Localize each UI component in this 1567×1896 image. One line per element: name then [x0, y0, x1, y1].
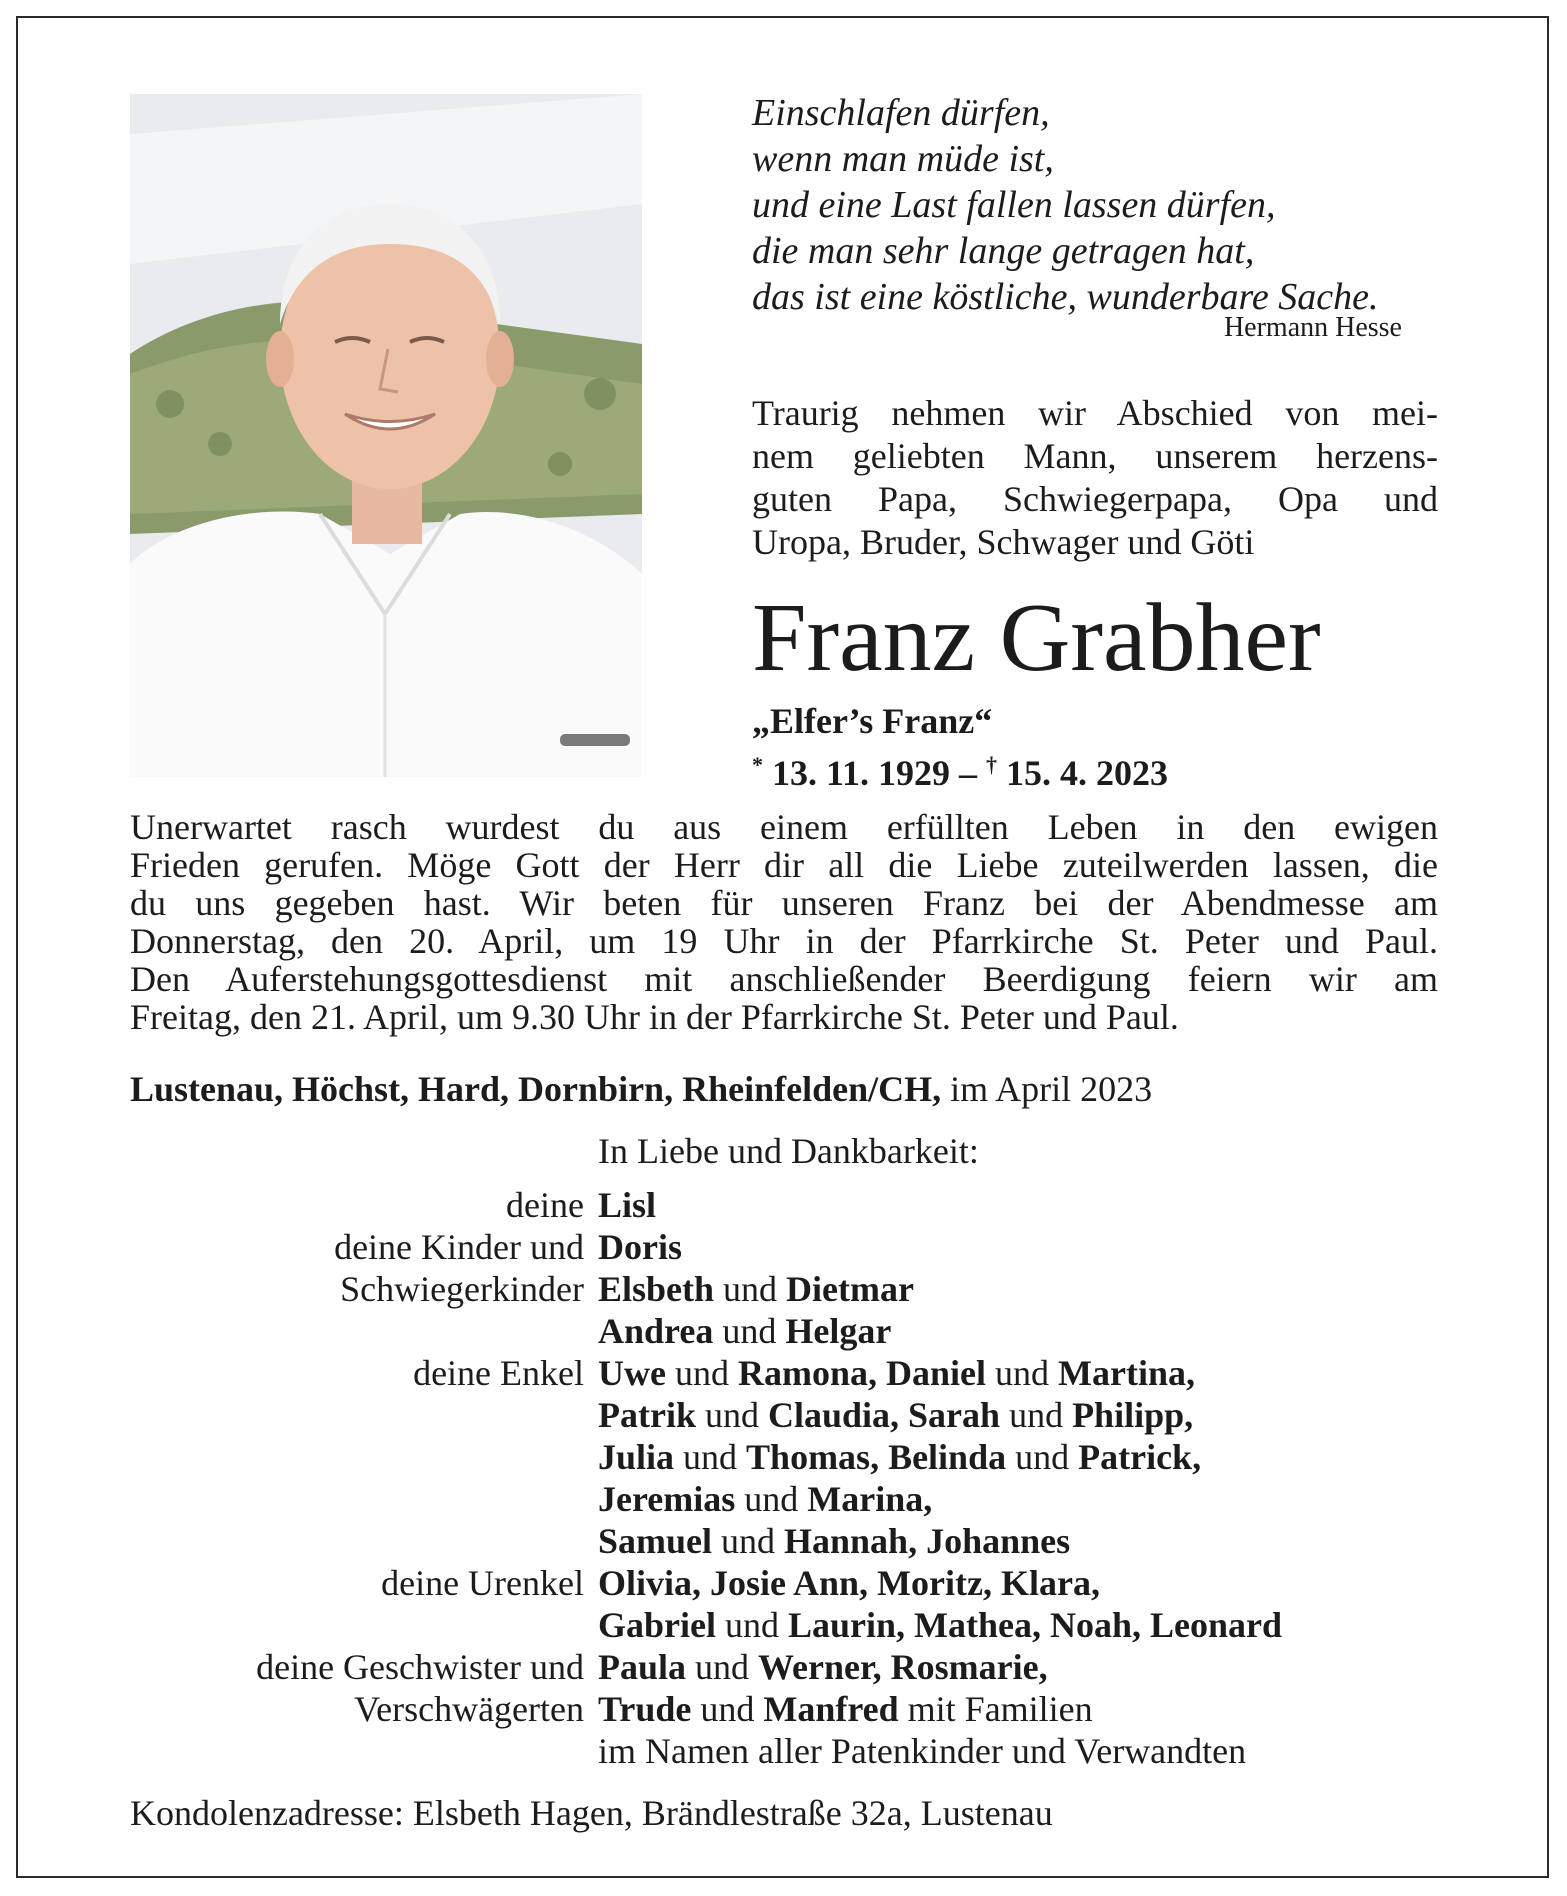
- family-name: Samuel: [598, 1521, 713, 1561]
- family-label: [130, 1436, 598, 1478]
- conjunction: und: [722, 1311, 777, 1351]
- family-name: Andrea: [598, 1311, 714, 1351]
- places-names: Lustenau, Höchst, Hard, Dornbirn, Rheinfelden/CH,: [130, 1069, 942, 1109]
- body-line: Unerwartet rasch wurdest du aus einem erfüllten Leben in den ewigen: [130, 807, 1438, 847]
- deceased-nickname: „Elfer’s Franz“: [752, 701, 993, 741]
- family-names: [598, 1310, 1490, 1352]
- family-name: Marina,: [807, 1479, 933, 1519]
- birth-symbol: *: [752, 752, 763, 777]
- family-names: [598, 1562, 1490, 1604]
- family-names: [598, 1184, 1490, 1226]
- conjunction: und: [723, 1269, 778, 1309]
- poem-line: das ist eine köstliche, wunderbare Sache.: [752, 276, 1379, 318]
- family-name: Doris: [598, 1227, 682, 1267]
- family-label: [130, 1310, 598, 1352]
- conjunction: mit Familien: [907, 1689, 1093, 1729]
- family-names: [598, 1688, 1490, 1730]
- family-label: deine: [506, 1185, 584, 1225]
- body-text: [130, 808, 1438, 1036]
- deceased-name: Franz Grabher: [752, 584, 1321, 692]
- family-row: [130, 1562, 1490, 1604]
- family-label: Schwiegerkinder: [340, 1269, 584, 1309]
- family-row: [130, 1184, 1490, 1226]
- body-line: Den Auferstehungsgottesdienst mit anschließender Beerdigung feiern wir am: [130, 959, 1438, 999]
- conjunction: und: [695, 1647, 750, 1687]
- family-row: [130, 1688, 1490, 1730]
- family-names: [598, 1352, 1490, 1394]
- conjunction: und: [724, 1605, 779, 1645]
- intro-line: Traurig nehmen wir Abschied von mei-: [752, 393, 1438, 433]
- family-name: Olivia, Josie Ann, Moritz, Klara,: [598, 1563, 1100, 1603]
- family-row: [130, 1310, 1490, 1352]
- family-name: Werner, Rosmarie,: [758, 1647, 1048, 1687]
- poem: [752, 90, 1412, 320]
- poem-line: wenn man müde ist,: [752, 138, 1054, 180]
- family-list: [130, 1184, 1490, 1772]
- date-dash: –: [959, 753, 978, 793]
- poem-author: Hermann Hesse: [1223, 312, 1402, 343]
- family-label: deine Geschwister und: [256, 1647, 584, 1687]
- conjunction: und: [683, 1437, 738, 1477]
- family-name: Claudia, Sarah: [767, 1395, 1001, 1435]
- death-symbol: †: [986, 752, 998, 777]
- body-line: du uns gegeben hast. Wir beten für unseren Franz bei der Abendmesse am: [130, 883, 1438, 923]
- family-name: Julia: [598, 1437, 675, 1477]
- family-row: [130, 1478, 1490, 1520]
- family-name: Dietmar: [786, 1269, 914, 1309]
- poem-line: und eine Last fallen lassen dürfen,: [752, 184, 1276, 226]
- family-name: Lisl: [598, 1185, 657, 1225]
- family-names: [598, 1520, 1490, 1562]
- family-row: [130, 1520, 1490, 1562]
- places-line: [130, 1068, 1152, 1110]
- intro-line: nem geliebten Mann, unserem herzens-: [752, 436, 1438, 476]
- family-names: [598, 1730, 1490, 1772]
- death-date: 15. 4. 2023: [1006, 753, 1169, 793]
- family-row: [130, 1226, 1490, 1268]
- intro-text: [752, 392, 1438, 564]
- body-line: Freitag, den 21. April, um 9.30 Uhr in der Pfarrkirche St. Peter und Paul.: [130, 997, 1179, 1037]
- family-name: Uwe: [598, 1353, 666, 1393]
- family-label: [130, 1478, 598, 1520]
- places-date: im April 2023: [950, 1069, 1153, 1109]
- family-name: Thomas, Belinda: [746, 1437, 1007, 1477]
- intro-line: guten Papa, Schwiegerpapa, Opa und: [752, 479, 1438, 519]
- conjunction: und: [1009, 1395, 1064, 1435]
- family-names: [598, 1478, 1490, 1520]
- family-label: Verschwägerten: [354, 1689, 584, 1729]
- family-row: [130, 1352, 1490, 1394]
- family-name: Trude: [598, 1689, 692, 1729]
- family-name: Ramona, Daniel: [737, 1353, 986, 1393]
- family-label: deine Enkel: [413, 1353, 584, 1393]
- family-row: [130, 1730, 1490, 1772]
- family-name: Helgar: [785, 1311, 892, 1351]
- family-name: Patrik: [598, 1395, 696, 1435]
- family-names: [598, 1436, 1490, 1478]
- conjunction: und: [704, 1395, 759, 1435]
- family-row: [130, 1436, 1490, 1478]
- family-row: [130, 1604, 1490, 1646]
- conjunction: und: [674, 1353, 729, 1393]
- birth-date: 13. 11. 1929: [772, 753, 951, 793]
- family-name: Jeremias: [598, 1479, 736, 1519]
- family-label: [130, 1520, 598, 1562]
- family-label: deine Urenkel: [381, 1563, 584, 1603]
- family-names: [598, 1226, 1490, 1268]
- closing-line: im Namen aller Patenkinder und Verwandten: [598, 1731, 1247, 1771]
- conjunction: und: [1015, 1437, 1070, 1477]
- family-row: [130, 1268, 1490, 1310]
- conjunction: und: [744, 1479, 799, 1519]
- family-label: deine Kinder und: [334, 1227, 584, 1267]
- family-name: Paula: [598, 1647, 687, 1687]
- body-line: Frieden gerufen. Möge Gott der Herr dir all die Liebe zuteilwerden lassen, die: [130, 845, 1438, 885]
- conjunction: und: [995, 1353, 1049, 1393]
- family-names: [598, 1268, 1490, 1310]
- family-name: Patrick,: [1078, 1437, 1202, 1477]
- family-name: Hannah, Johannes: [784, 1521, 1071, 1561]
- family-name: Laurin, Mathea, Noah, Leonard: [787, 1605, 1283, 1645]
- poem-line: Einschlafen dürfen,: [752, 92, 1050, 134]
- family-label: [130, 1394, 598, 1436]
- conjunction: und: [700, 1689, 755, 1729]
- love-heading: In Liebe und Dankbarkeit:: [598, 1131, 979, 1171]
- portrait-photo: [130, 94, 642, 777]
- family-label: [130, 1730, 598, 1772]
- family-name: Martina,: [1058, 1353, 1195, 1393]
- family-row: [130, 1394, 1490, 1436]
- family-name: Gabriel: [598, 1605, 716, 1645]
- family-names: [598, 1394, 1490, 1436]
- life-dates: [752, 744, 1168, 794]
- family-names: [598, 1604, 1490, 1646]
- family-name: Manfred: [763, 1689, 899, 1729]
- family-row: [130, 1646, 1490, 1688]
- family-name: Philipp,: [1072, 1395, 1194, 1435]
- poem-line: die man sehr lange getragen hat,: [752, 230, 1255, 272]
- family-label: [130, 1604, 598, 1646]
- conjunction: und: [721, 1521, 776, 1561]
- intro-line: Uropa, Bruder, Schwager und Göti: [752, 522, 1255, 562]
- condolence-address: Kondolenzadresse: Elsbeth Hagen, Brändlestraße 32a, Lustenau: [130, 1793, 1053, 1833]
- family-name: Elsbeth: [598, 1269, 715, 1309]
- family-names: [598, 1646, 1490, 1688]
- body-line: Donnerstag, den 20. April, um 19 Uhr in der Pfarrkirche St. Peter und Paul.: [130, 921, 1438, 961]
